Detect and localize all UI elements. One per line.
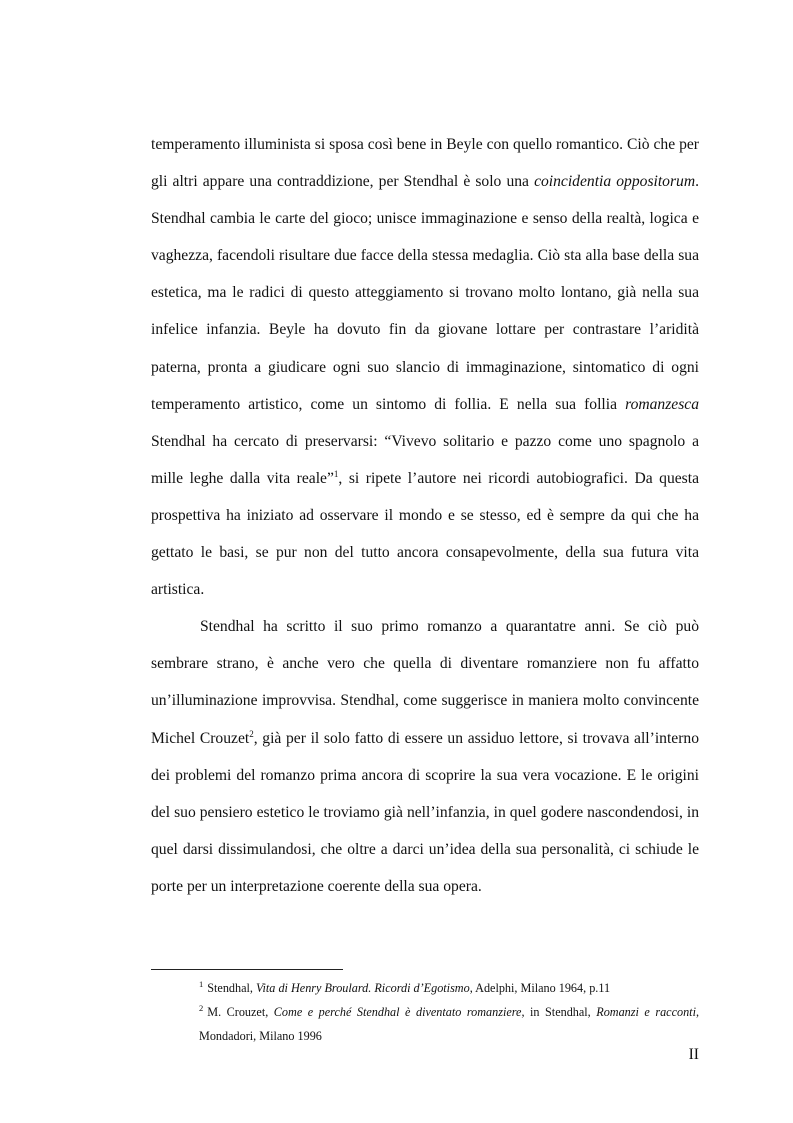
paragraph-1: temperamento illuminista si sposa così bene in Beyle con quello romantico. Ciò che per gli altri appare una contraddizione, per Stendhal è solo una coincidentia oppositorum. Stendhal cambia le carte del gioco; unisce immaginazione e senso della realtà, logica e vaghezza, facendoli risultare due facce della stessa medaglia. Ciò sta alla base della sua estetica, ma le radici di questo atteggiamento si trovano molto lontano, già nella sua infelice infanzia. Beyle ha dovuto fin da giovane lottare per contrastare l’aridità paterna, pronta a giudicare ogni suo slancio di immaginazione, sintomatico di ogni temperamento artistico, come un sintomo di follia. E nella sua follia romanzesca Stendhal ha cercato di preservarsi: “Vivevo solitario e pazzo come uno spagnolo a mille leghe dalla vita reale”$^1$, si ripete l’autore nei ricordi autobiografici. Da questa prospettiva ha iniziato ad osservare il mondo e se stesso, ed è sempre da qui che ha gettato le basi, se pur non del tutto ancora consapevolmente, della sua futura vita artistica. xyxy=(151,136,700,599)
page-number: II xyxy=(688,1046,699,1063)
footnote-divider xyxy=(151,969,343,970)
footnote-2: $^2$ M. Crouzet, Come e perché Stendhal è diventato romanziere, in Stendhal, Romanzi e racconti, Mondadori, Milano 1996 xyxy=(199,1002,700,1043)
footnote-ref-1[interactable]: 1 xyxy=(333,468,339,479)
footnote-ref-2[interactable]: 2 xyxy=(249,728,254,739)
footnote-1: $^1$ Stendhal, Vita di Henry Broulard. Ricordi d’Egotismo, Adelphi, Milano 1964, p.11 xyxy=(199,978,611,995)
italic-term-romanzesca: romanzesca xyxy=(625,395,699,413)
footnotes xyxy=(151,976,699,1048)
italic-term-coincidentia: coincidentia oppositorum xyxy=(534,173,696,191)
body-text xyxy=(151,126,699,905)
paragraph-2: Stendhal ha scritto il suo primo romanzo a quarantatre anni. Se ciò può sembrare strano, è anche vero che quella di diventare romanziere non fu affatto un’illuminazione improvvisa. Stendhal, come suggerisce in maniera molto convincente Michel Crouzet$^2$, già per il solo fatto di essere un assiduo lettore, si trovava all’interno dei problemi del romanzo prima ancora di scoprire la sua vera vocazione. E le origini del suo pensiero estetico le troviamo già nell’infanzia, in quel godere nascondendosi, in quel darsi dissimulandosi, che oltre a darci un’idea della sua personalità, ci schiude le porte per un interpretazione coerente della sua opera. xyxy=(151,618,699,895)
